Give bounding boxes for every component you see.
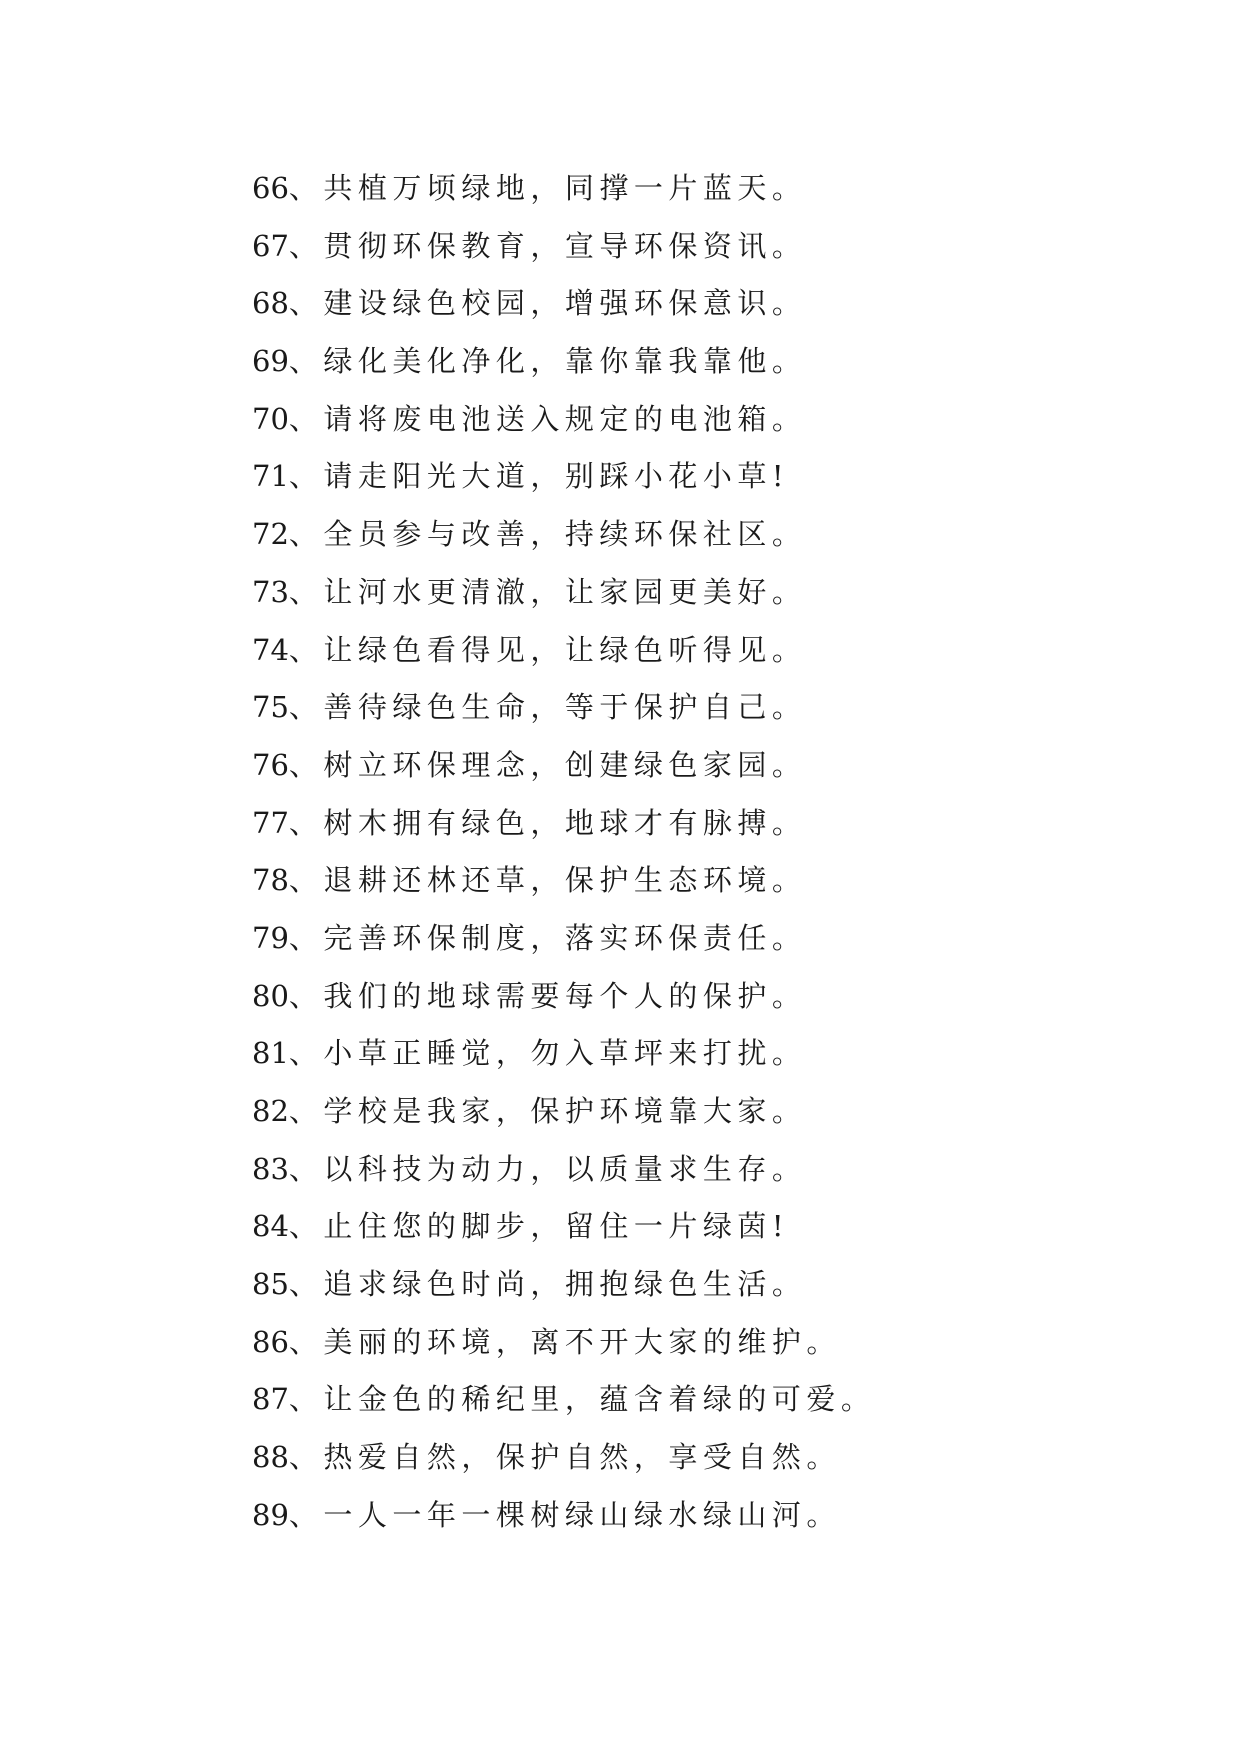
- item-number: 89: [252, 1497, 289, 1532]
- list-item: [252, 1256, 875, 1314]
- list-item: [252, 448, 875, 506]
- list-item: [252, 333, 875, 391]
- item-text: 、让金色的稀纪里，蕴含着绿的可爱。: [288, 1382, 876, 1417]
- item-text: 、让河水更清澈，让家园更美好。: [288, 574, 807, 609]
- item-number: 77: [252, 805, 289, 840]
- item-number: 80: [252, 978, 289, 1013]
- list-item: [252, 1083, 875, 1141]
- item-number: 72: [252, 517, 289, 552]
- item-number: 84: [252, 1209, 289, 1244]
- item-number: 86: [252, 1324, 289, 1359]
- list-item: [252, 968, 875, 1026]
- list-item: [252, 622, 875, 680]
- list-item: [252, 795, 875, 853]
- item-number: 75: [252, 690, 289, 725]
- list-item: [252, 679, 875, 737]
- item-text: 、共植万顷绿地，同撑一片蓝天。: [288, 171, 807, 205]
- slogan-list: [252, 160, 875, 1545]
- item-text: 、一人一年一棵树绿山绿水绿山河。: [288, 1497, 841, 1532]
- item-text: 、以科技为动力，以质量求生存。: [288, 1151, 807, 1186]
- item-text: 、请将废电池送入规定的电池箱。: [288, 401, 807, 436]
- list-item: [252, 160, 875, 218]
- item-text: 、绿化美化净化，靠你靠我靠他。: [288, 344, 807, 379]
- list-item: [252, 275, 875, 333]
- item-text: 、追求绿色时尚，拥抱绿色生活。: [288, 1267, 807, 1302]
- item-number: 82: [252, 1094, 289, 1128]
- item-number: 85: [252, 1267, 289, 1302]
- list-item: [252, 910, 875, 968]
- item-text: 、止住您的脚步，留住一片绿茵!: [288, 1209, 790, 1244]
- item-text: 、全员参与改善，持续环保社区。: [288, 517, 807, 552]
- item-text: 、请走阳光大道，别踩小花小草!: [288, 459, 790, 494]
- list-item: [252, 564, 875, 622]
- item-number: 87: [252, 1382, 289, 1417]
- item-number: 69: [252, 344, 289, 379]
- item-number: 76: [252, 747, 289, 782]
- item-text: 、树木拥有绿色，地球才有脉搏。: [288, 805, 807, 840]
- item-text: 、热爱自然，保护自然，享受自然。: [288, 1440, 841, 1475]
- item-number: 67: [252, 228, 289, 263]
- list-item: [252, 506, 875, 564]
- list-item: [252, 1198, 875, 1256]
- item-text: 、我们的地球需要每个人的保护。: [288, 978, 807, 1013]
- item-text: 、学校是我家，保护环境靠大家。: [288, 1094, 807, 1128]
- item-text: 、善待绿色生命，等于保护自己。: [288, 690, 807, 725]
- item-number: 78: [252, 863, 289, 898]
- list-item: [252, 852, 875, 910]
- list-item: [252, 391, 875, 449]
- item-number: 71: [252, 459, 289, 494]
- list-item: [252, 1487, 875, 1545]
- item-number: 66: [252, 171, 289, 205]
- item-text: 、退耕还林还草，保护生态环境。: [288, 863, 807, 898]
- item-text: 、让绿色看得见，让绿色听得见。: [288, 632, 807, 667]
- list-item: [252, 737, 875, 795]
- item-number: 74: [252, 632, 289, 667]
- item-number: 81: [252, 1036, 289, 1071]
- item-number: 83: [252, 1151, 289, 1186]
- item-number: 68: [252, 286, 289, 321]
- list-item: [252, 1314, 875, 1372]
- item-number: 73: [252, 574, 289, 609]
- item-text: 、树立环保理念，创建绿色家园。: [288, 747, 807, 782]
- list-item: [252, 1025, 875, 1083]
- list-item: [252, 1429, 875, 1487]
- item-text: 、贯彻环保教育，宣导环保资讯。: [288, 228, 807, 263]
- list-item: [252, 218, 875, 276]
- item-text: 、建设绿色校园，增强环保意识。: [288, 286, 807, 321]
- list-item: [252, 1141, 875, 1199]
- list-item: [252, 1371, 875, 1429]
- item-text: 、小草正睡觉，勿入草坪来打扰。: [288, 1036, 807, 1071]
- item-number: 88: [252, 1440, 289, 1475]
- item-number: 79: [252, 920, 289, 955]
- item-number: 70: [252, 401, 289, 436]
- item-text: 、完善环保制度，落实环保责任。: [288, 920, 807, 955]
- item-text: 、美丽的环境，离不开大家的维护。: [288, 1324, 841, 1359]
